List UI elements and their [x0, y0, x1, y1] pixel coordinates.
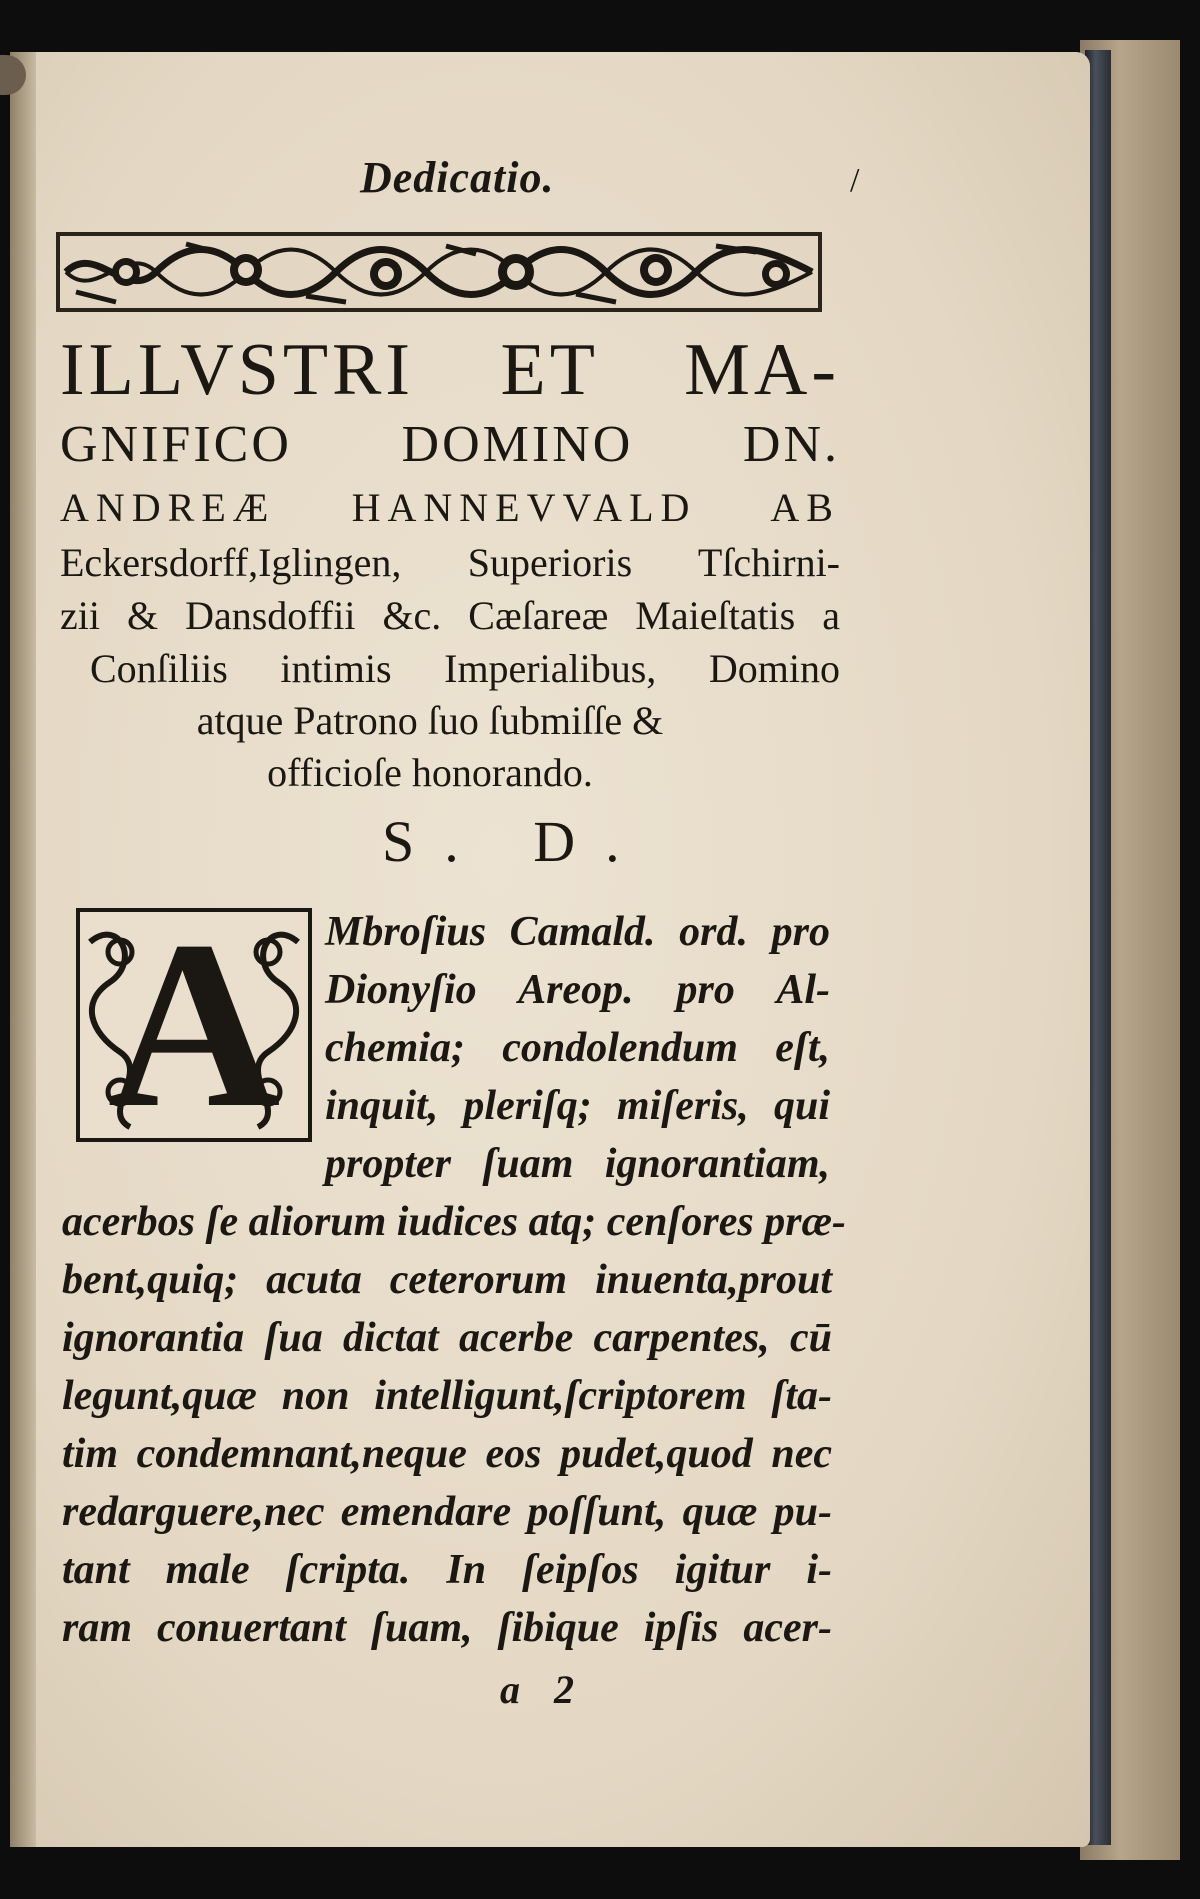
body-line-10: tim condemnant,neque eos pudet,quod nec — [62, 1431, 832, 1477]
signature-mark: a 2 — [500, 1667, 586, 1712]
body-line-11: redarguere,nec emendare poſſunt, quæ pu- — [62, 1489, 832, 1535]
body-line-1: Mbroſius Camald. ord. pro — [325, 909, 830, 955]
title-line-1: ILLVSTRI ET MA- — [60, 329, 840, 411]
title-line-8: officioſe honorando. — [267, 750, 593, 795]
body-line-6: acerbos ſe aliorum iudices atq; cenſores præ- — [62, 1199, 846, 1245]
decorated-initial — [76, 908, 312, 1142]
woodcut-ornament-band — [56, 232, 822, 312]
dedication-title — [60, 330, 840, 799]
body-line-5: propter ſuam ignorantiam, — [325, 1141, 830, 1187]
body-line-3: chemia; condolendum eſt, — [325, 1025, 830, 1071]
salutation: S. D. — [382, 809, 650, 874]
body-line-8: ignorantia ſua dictat acerbe carpentes, cū — [62, 1315, 832, 1361]
body-line-13: ram conuertant ſuam, ſibique ipſis acer- — [62, 1605, 832, 1651]
body-line-7: bent,quiq; acuta ceterorum inuenta,prout — [62, 1257, 832, 1303]
title-line-3: ANDREÆ HANNEVVALD AB — [60, 485, 840, 530]
running-head: Dedicatio. — [360, 153, 555, 202]
title-line-6: Conſiliis intimis Imperialibus, Domino — [90, 646, 840, 691]
title-line-5: zii & Dansdoffii &c. Cæſareæ Maieſtatis a — [60, 593, 840, 638]
corner-mark: / — [850, 162, 860, 199]
title-line-4: Eckersdorff,Iglingen, Superioris Tſchirni- — [60, 540, 840, 585]
initial-letter: A — [107, 908, 281, 1142]
title-line-2: GNIFICO DOMINO DN. — [60, 416, 840, 473]
page-gutter — [10, 52, 36, 1847]
title-line-7: atque Patrono ſuo ſubmiſſe & — [196, 698, 664, 743]
body-line-12: tant male ſcripta. In ſeipſos igitur i- — [62, 1547, 832, 1593]
body-line-4: inquit, pleriſq; miſeris, qui — [325, 1083, 830, 1129]
body-line-2: Dionyſio Areop. pro Al- — [325, 967, 830, 1013]
body-line-9: legunt,quæ non intelligunt,ſcriptorem ſta- — [62, 1373, 832, 1419]
